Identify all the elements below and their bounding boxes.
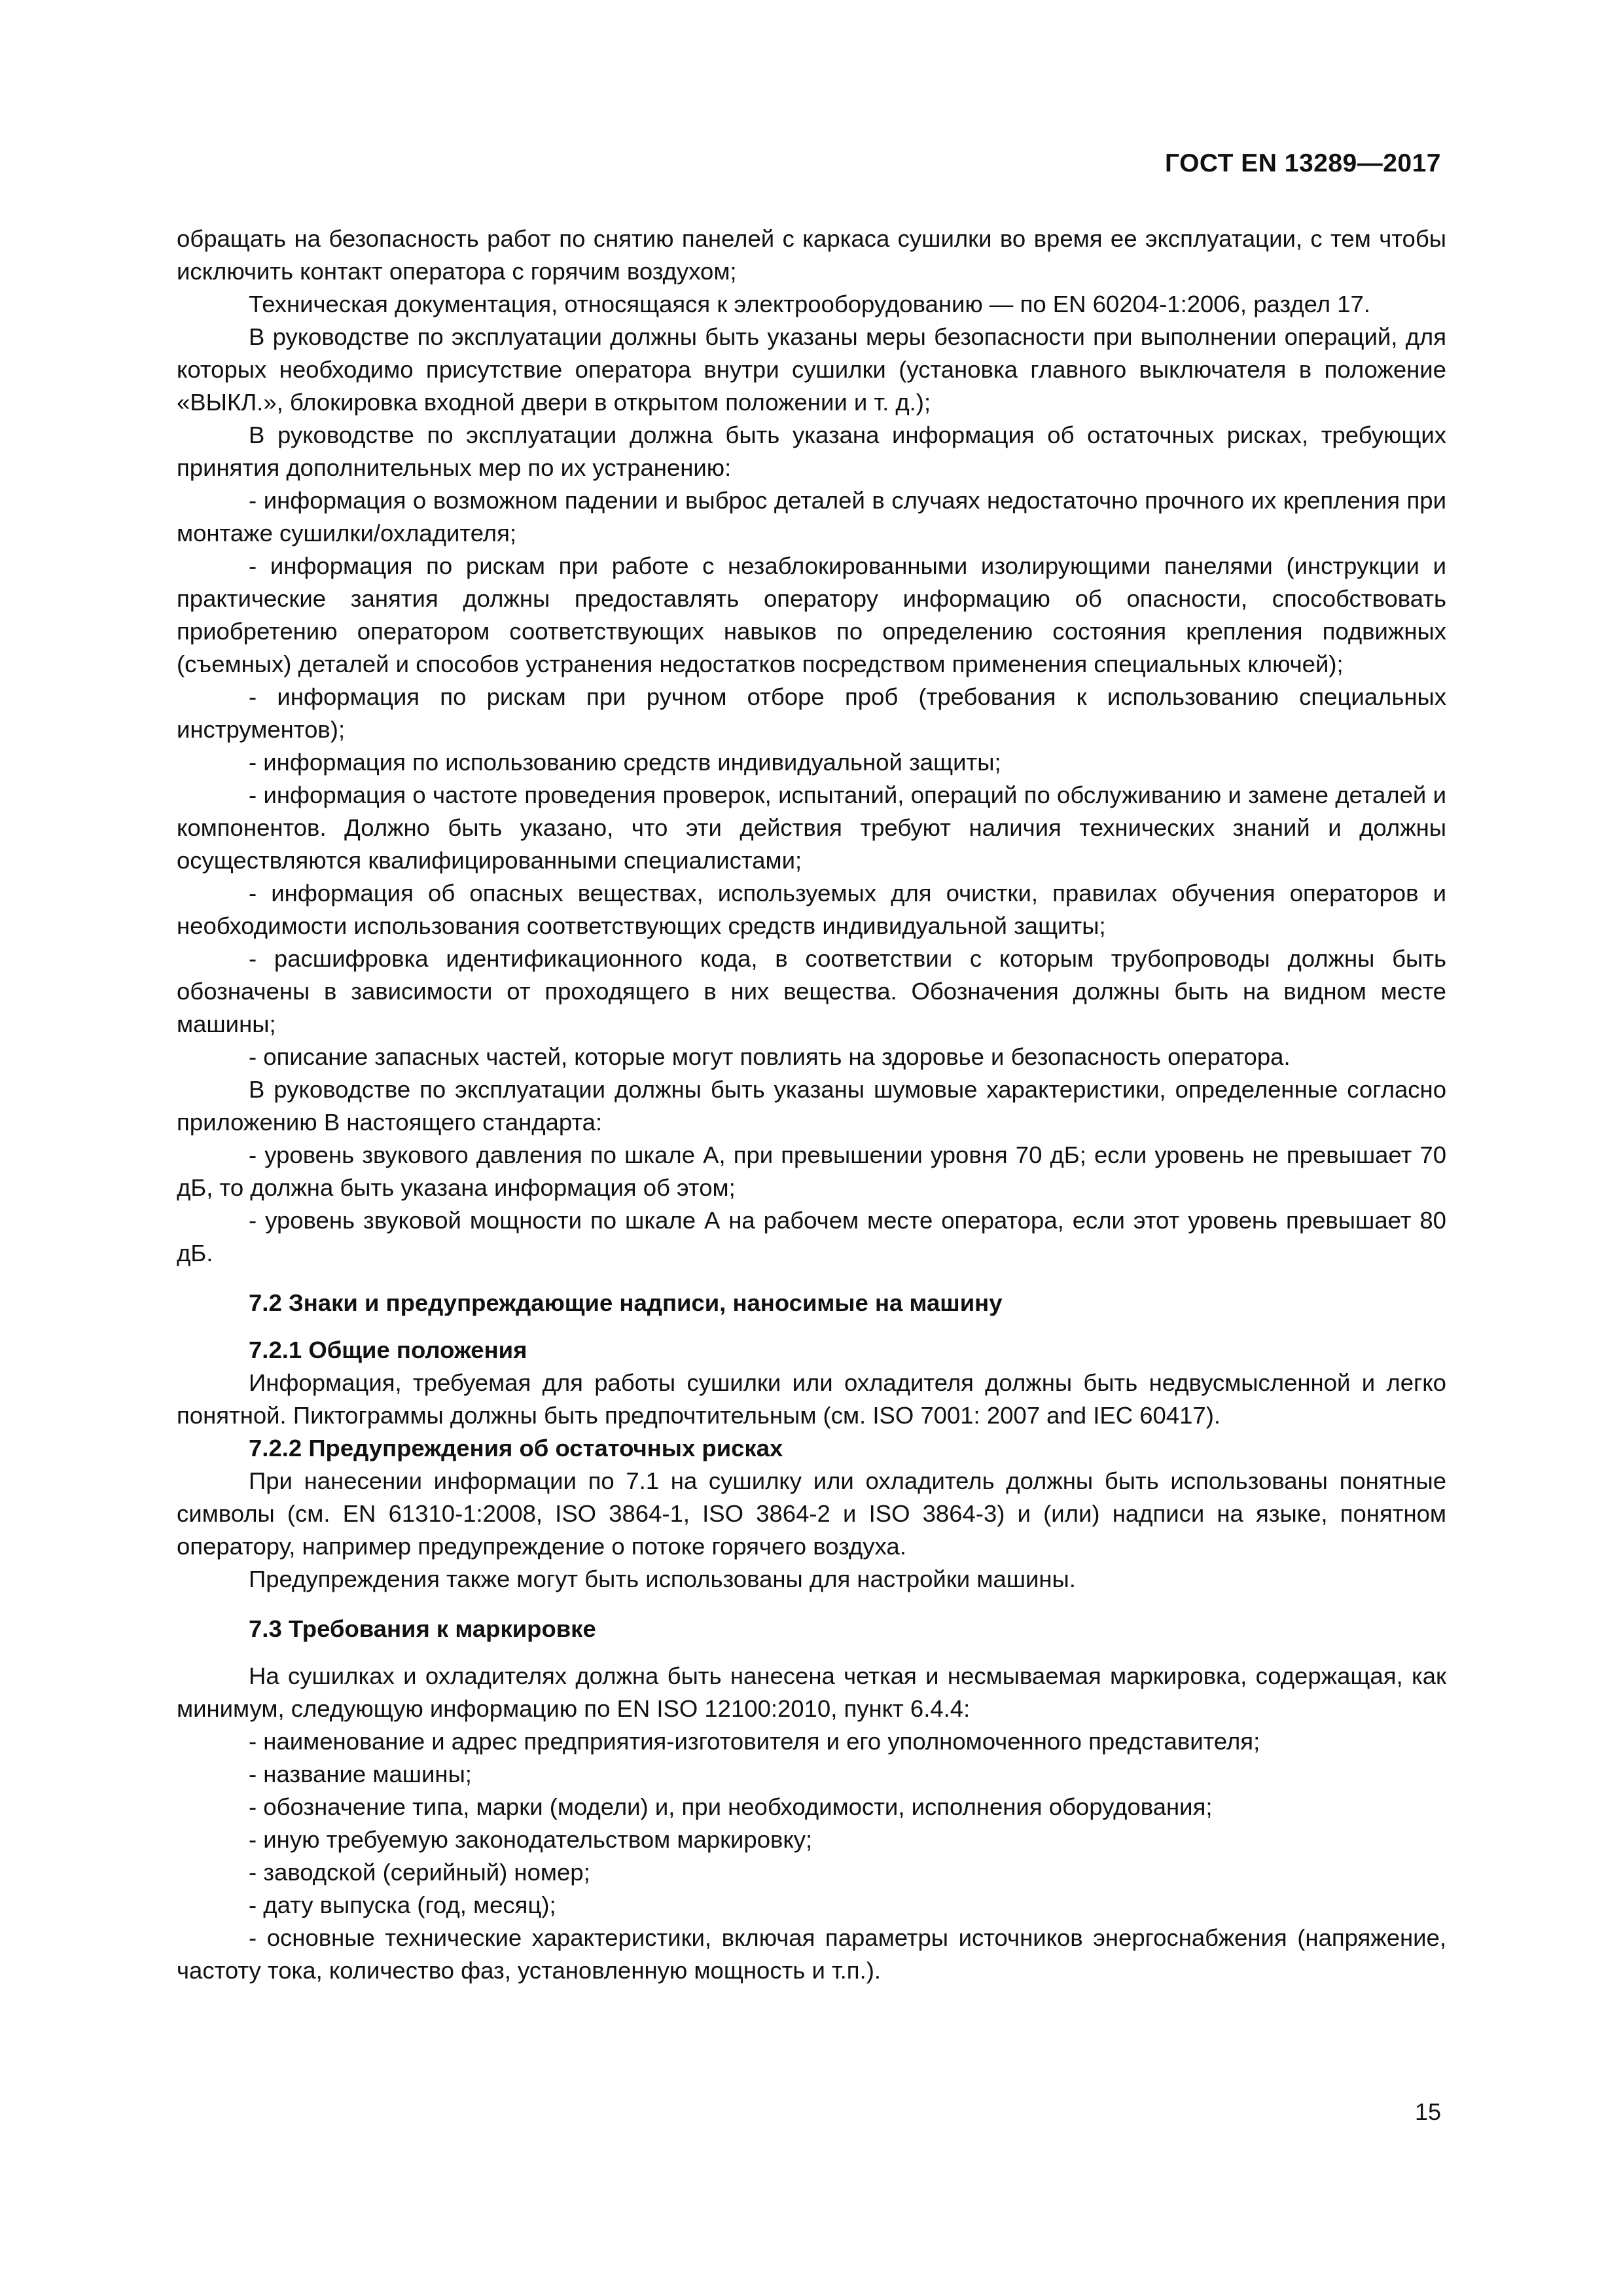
subsection-heading-7-2-1: 7.2.1 Общие положения xyxy=(249,1336,527,1363)
list-item: - информация о возможном падении и выброс деталей в случаях недостаточно прочного их крепления при монтаже сушилки/охладителя; xyxy=(177,487,1446,547)
page-content xyxy=(177,223,1446,1987)
list-item: - информация по рискам при работе с незаблокированными изолирующими панелями (инструкции и практические занятия должны предоставлять оператору информацию об опасности, способствовать приобретению оператором соответствующих навыков по определению состояния крепления подвижных (съемных) деталей и способов устранения недостатков посредством применения специальных ключей); xyxy=(177,552,1446,677)
list-item: - основные технические характеристики, включая параметры источников энергоснабжения (напряжение, частоту тока, количество фаз, установленную мощность и т.п.). xyxy=(177,1924,1446,1984)
list-item: - описание запасных частей, которые могут повлиять на здоровье и безопасность оператора. xyxy=(249,1043,1291,1070)
list-item: - наименование и адрес предприятия-изготовителя и его уполномоченного представителя; xyxy=(249,1728,1260,1755)
list-item: - информация об опасных веществах, используемых для очистки, правилах обучения операторов и необходимости использования соответствующих средств индивидуальной защиты; xyxy=(177,880,1446,939)
paragraph-general: Информация, требуемая для работы сушилки или охладителя должны быть недвусмысленной и легко понятной. Пиктограммы должны быть предпочтительным (см. ISO 7001: 2007 and IEC 60417). xyxy=(177,1369,1446,1429)
list-item: - иную требуемую законодательством маркировку; xyxy=(249,1826,813,1853)
subsection-heading-7-2-2: 7.2.2 Предупреждения об остаточных рисках xyxy=(249,1435,783,1462)
list-item: - название машины; xyxy=(249,1761,472,1787)
paragraph-residual-risks: В руководстве по эксплуатации должна быть указана информация об остаточных рисках, требующих принятия дополнительных мер по их устранению: xyxy=(177,422,1446,481)
section-heading-7-2: 7.2 Знаки и предупреждающие надписи, наносимые на машину xyxy=(249,1289,1003,1316)
document-header: ГОСТ EN 13289—2017 xyxy=(1164,149,1441,177)
paragraph-marking-intro: На сушилках и охладителях должна быть нанесена четкая и несмываемая маркировка, содержащая, как минимум, следующую информацию по EN ISO 12100:2010, пункт 6.4.4: xyxy=(177,1662,1446,1722)
paragraph-warnings-settings: Предупреждения также могут быть использованы для настройки машины. xyxy=(249,1566,1076,1592)
paragraph-tech-docs: Техническая документация, относящаяся к электрооборудованию — по EN 60204-1:2006, раздел 17. xyxy=(249,291,1370,317)
page-number: 15 xyxy=(1414,2098,1441,2125)
list-item: - уровень звукового давления по шкале А, при превышении уровня 70 дБ; если уровень не превышает 70 дБ, то должна быть указана информация об этом; xyxy=(177,1141,1446,1201)
paragraph-continuation: обращать на безопасность работ по снятию панелей с каркаса сушилки во время ее эксплуатации, с тем чтобы исключить контакт оператора с горячим воздухом; xyxy=(177,225,1446,285)
section-heading-7-3: 7.3 Требования к маркировке xyxy=(249,1615,596,1642)
list-item: - уровень звуковой мощности по шкале А на рабочем месте оператора, если этот уровень превышает 80 дБ. xyxy=(177,1207,1446,1266)
list-item: - дату выпуска (год, месяц); xyxy=(249,1892,556,1918)
list-item: - информация по использованию средств индивидуальной защиты; xyxy=(249,749,1001,776)
list-item: - информация по рискам при ручном отборе проб (требования к использованию специальных инструментов); xyxy=(177,683,1446,743)
paragraph-noise: В руководстве по эксплуатации должны быть указаны шумовые характеристики, определенные согласно приложению В настоящего стандарта: xyxy=(177,1076,1446,1136)
list-item: - информация о частоте проведения проверок, испытаний, операций по обслуживанию и замене деталей и компонентов. Должно быть указано, что эти действия требуют наличия технических знаний и должны осуществляются квалифицированными специалистами; xyxy=(177,781,1446,874)
paragraph-manual-safety: В руководстве по эксплуатации должны быть указаны меры безопасности при выполнении операций, для которых необходимо присутствие оператора внутри сушилки (установка главного выключателя в положение «ВЫКЛ.», блокировка входной двери в открытом положении и т. д.); xyxy=(177,323,1446,416)
paragraph-warnings: При нанесении информации по 7.1 на сушилку или охладитель должны быть использованы понятные символы (см. EN 61310-1:2008, ISO 3864-1, ISO 3864-2 и ISO 3864-3) и (или) надписи на языке, понятном оператору, например предупреждение о потоке горячего воздуха. xyxy=(177,1467,1446,1560)
list-item: - обозначение типа, марки (модели) и, при необходимости, исполнения оборудования; xyxy=(249,1793,1213,1820)
list-item: - расшифровка идентификационного кода, в соответствии с которым трубопроводы должны быть обозначены в зависимости от проходящего в них вещества. Обозначения должны быть на видном месте машины; xyxy=(177,945,1446,1037)
list-item: - заводской (серийный) номер; xyxy=(249,1859,590,1886)
